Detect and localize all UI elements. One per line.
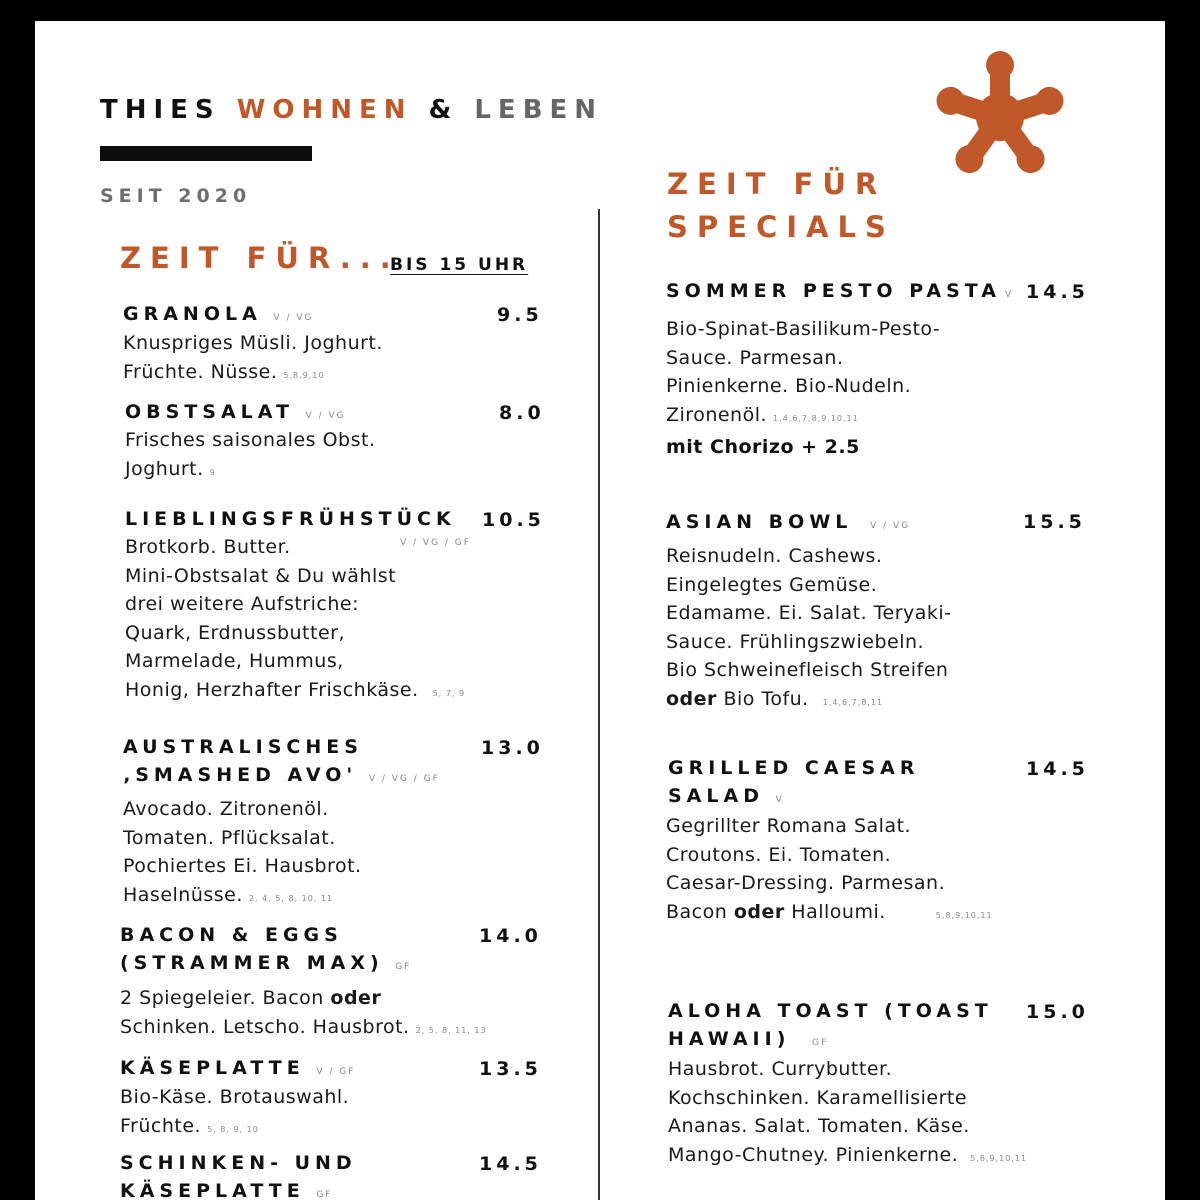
menu-item-description: 2 Spiegeleier. Bacon oder Schinken. Letscho. Hausbrot. 2, 5, 8, 11, 13	[120, 987, 487, 1038]
menu-item-name: SCHINKEN- UND KÄSEPLATTE GF	[120, 1152, 357, 1200]
allergen-codes: 9	[209, 467, 216, 477]
menu-item-name: GRILLED CAESAR SALAD V	[668, 757, 920, 807]
menu-item-description: Avocado. Zitronenöl. Tomaten. Pflücksalat. Pochiertes Ei. Hausbrot. Haselnüsse. 2, 4, 5, 8, 10, 11	[123, 798, 362, 906]
menu-item-description: Gegrillter Romana Salat. Croutons. Ei. Tomaten. Caesar-Dressing. Parmesan. Bacon oder Halloumi. 5,8,9,10,11	[666, 815, 993, 923]
allergen-codes: 1,4,6,7,8,11	[822, 697, 884, 707]
menu-item-price: 15.5	[1023, 511, 1086, 533]
brand-underline-bar	[100, 146, 312, 161]
diet-tags: GF	[316, 1190, 333, 1200]
menu-item-name: GRANOLA V / VG	[123, 303, 314, 325]
brand-word-wohnen: WOHNEN	[236, 95, 413, 125]
allergen-codes: 2, 4, 5, 8, 10, 11	[248, 893, 334, 903]
since-label: SEIT 2020	[100, 185, 252, 207]
allergen-codes: 5,8,9,10,11	[935, 910, 993, 920]
right-heading: ZEIT FÜR SPECIALS	[667, 167, 895, 244]
menu-item-name: AUSTRALISCHES ‚SMASHED AVO' V / VG / GF	[123, 736, 440, 786]
menu-item-name: ASIAN BOWL V / VG	[666, 511, 911, 533]
menu-item-price: 15.0	[1026, 1001, 1089, 1023]
menu-item-description: Bio-Spinat-Basilikum-Pesto- Sauce. Parmesan. Pinienkerne. Bio-Nudeln. Zironenöl. 1,4,6,7,8,9,10,11 mit Chorizo + 2.5	[666, 315, 1086, 462]
menu-page	[35, 21, 1165, 1200]
diet-tags: V / VG / GF	[368, 774, 440, 784]
diet-tags: V	[775, 795, 784, 805]
menu-item-description: Brotkorb. Butter. Mini-Obstsalat & Du wählst drei weitere Aufstriche: Quark, Erdnussbutter, Marmelade, Hummus, Honig, Herzhafter Frischkäse. 5, 7, 9	[125, 536, 466, 701]
menu-item-price: 13.0	[481, 737, 544, 759]
menu-item-price: 14.5	[479, 1153, 542, 1175]
diet-tags: V / VG	[870, 521, 911, 531]
brand-title	[100, 95, 603, 125]
diet-tags: V / VG	[273, 313, 314, 323]
menu-item-name: OBSTSALAT V / VG	[125, 401, 346, 423]
menu-item-description: Bio-Käse. Brotauswahl. Früchte. 5, 8, 9, 10	[120, 1086, 350, 1137]
menu-item-name: ALOHA TOAST (TOAST HAWAII) GF	[668, 1000, 993, 1050]
menu-item-price: 10.5	[482, 509, 545, 531]
allergen-codes: 5, 7, 9	[432, 688, 466, 698]
menu-item-description: Reisnudeln. Cashews. Eingelegtes Gemüse. Edamame. Ei. Salat. Teryaki- Sauce. Frühlingszwiebeln. Bio Schweinefleisch Streifen oder Bio Tofu. 1,4,6,7,8,11	[666, 545, 952, 710]
brand-word-leben: LEBEN	[474, 95, 604, 125]
menu-item-name: BACON & EGGS (STRAMMER MAX) GF	[120, 924, 412, 974]
menu-item-price: 9.5	[497, 304, 543, 326]
allergen-codes: 5,8,9,10	[283, 370, 325, 380]
diet-tags: V / VG	[305, 411, 346, 421]
orange-asterisk-icon	[930, 45, 1070, 185]
allergen-codes: 2, 5, 8, 11, 13	[415, 1025, 487, 1035]
menu-item-description: Hausbrot. Currybutter. Kochschinken. Karamellisierte Ananas. Salat. Tomaten. Käse. Mango-Chutney. Pinienkerne. 5,8,9,10,11	[668, 1058, 1028, 1166]
diet-tags: GF	[395, 962, 412, 972]
brand-word-thies: THIES	[100, 95, 221, 125]
menu-item-price: 13.5	[479, 1058, 542, 1080]
menu-item-description: Knuspriges Müsli. Joghurt. Früchte. Nüsse. 5,8,9,10	[123, 332, 383, 383]
menu-item-price: 14.0	[479, 925, 542, 947]
menu-item-description: Frisches saisonales Obst. Joghurt. 9	[125, 429, 376, 480]
brand-ampersand: &	[428, 95, 459, 125]
menu-item-name: LIEBLINGSFRÜHSTÜCK	[125, 508, 456, 530]
menu-item-name: KÄSEPLATTE V / GF	[120, 1057, 356, 1079]
left-subheading: BIS 15 UHR	[390, 255, 529, 275]
menu-item-price: 8.0	[499, 402, 545, 424]
diet-tags: V	[1004, 290, 1014, 300]
menu-item-price: 14.5	[1026, 281, 1089, 303]
diet-tags: V / GF	[316, 1067, 356, 1077]
allergen-codes: 1,4,6,7,8,9,10,11	[773, 413, 859, 423]
allergen-codes: 5, 8, 9, 10	[207, 1124, 259, 1134]
menu-item-extra: mit Chorizo + 2.5	[666, 436, 860, 458]
diet-tags: V / VG / GF	[400, 538, 471, 548]
allergen-codes: 5,8,9,10,11	[970, 1153, 1028, 1163]
column-divider	[598, 209, 600, 1200]
menu-item-price: 14.5	[1026, 758, 1089, 780]
menu-item-name: SOMMER PESTO PASTA V	[666, 280, 1014, 302]
diet-tags: GF	[812, 1038, 829, 1048]
left-heading: ZEIT FÜR...	[120, 241, 400, 275]
